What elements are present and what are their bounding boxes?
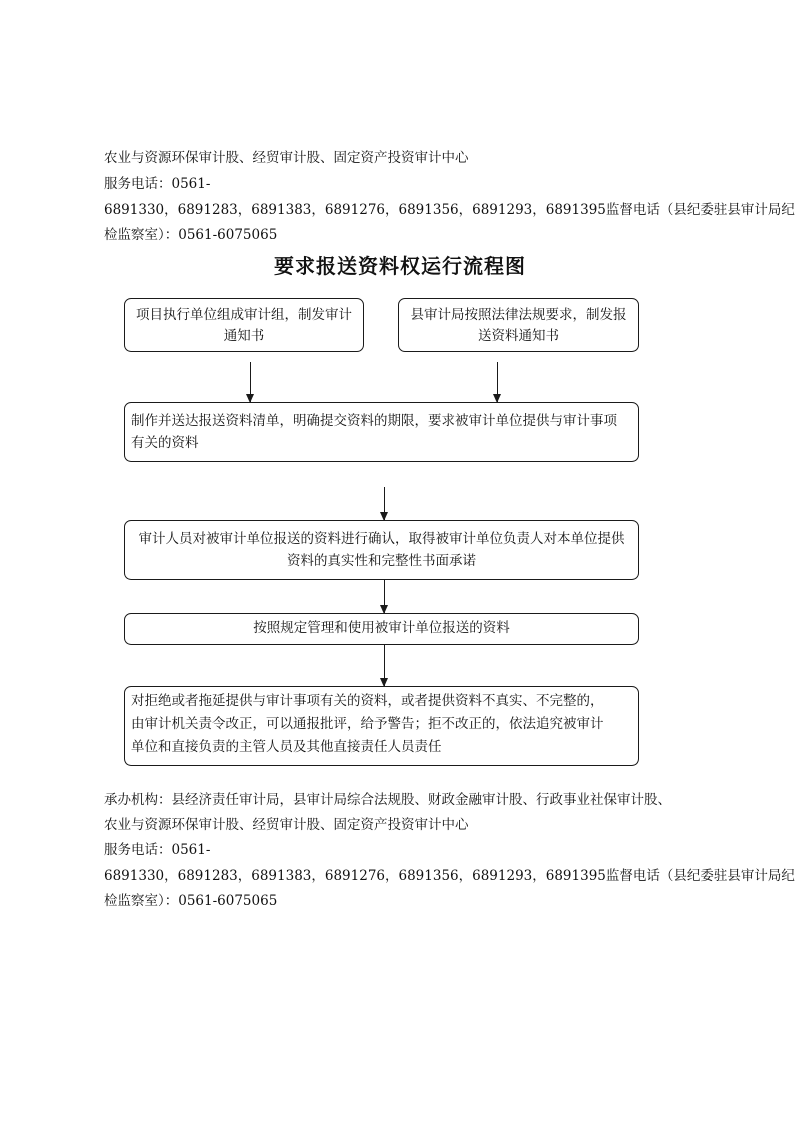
flow-arrow — [384, 580, 385, 613]
page-title: 要求报送资料权运行流程图 — [274, 254, 526, 278]
flow-box-penalty — [124, 686, 639, 766]
footer-text-line-3: 服务电话：0561- — [104, 842, 211, 858]
flow-box-manage-materials — [124, 613, 639, 645]
flow-box-text: 资料的真实性和完整性书面承诺 — [287, 553, 476, 569]
flow-arrow — [497, 362, 498, 402]
flow-arrow — [384, 645, 385, 686]
flow-box-materials-list — [124, 402, 639, 462]
flow-arrow — [250, 362, 251, 402]
flow-box-text: 通知书 — [223, 328, 265, 344]
flow-box-text: 对拒绝或者拖延提供与审计事项有关的资料，或者提供资料不真实、不完整的， — [131, 693, 604, 709]
footer-text-line-1: 承办机构：县经济责任审计局，县审计局综合法规股、财政金融审计股、行政事业社保审计股、 — [104, 792, 671, 808]
flow-box-text: 有关的资料 — [131, 435, 199, 451]
flow-box-text: 由审计机关责令改正，可以通报批评，给予警告；拒不改正的，依法追究被审计 — [131, 716, 604, 732]
flow-box-text: 单位和直接负责的主管人员及其他直接责任人员责任 — [131, 739, 442, 755]
header-text-line-3: 6891330，6891283，6891383，6891276，6891356，6891293，6891395监督电话（县纪委驻县审计局纪 — [104, 202, 795, 218]
flow-box-text: 送资料通知书 — [478, 328, 559, 344]
flow-box-text: 按照规定管理和使用被审计单位报送的资料 — [253, 620, 510, 636]
flow-box-confirm-materials — [124, 520, 639, 580]
flow-box-text: 审计人员对被审计单位报送的资料进行确认，取得被审计单位负责人对本单位提供 — [138, 531, 625, 547]
header-text-line-2: 服务电话：0561- — [104, 176, 211, 192]
flow-box-audit-team — [124, 298, 364, 352]
header-text-line-1: 农业与资源环保审计股、经贸审计股、固定资产投资审计中心 — [104, 150, 469, 166]
footer-text-line-5: 检监察室）：0561-6075065 — [104, 893, 278, 909]
flow-box-text: 制作并送达报送资料清单，明确提交资料的期限，要求被审计单位提供与审计事项 — [131, 413, 617, 429]
flow-box-text: 项目执行单位组成审计组，制发审计 — [136, 307, 352, 323]
flow-arrow — [384, 487, 385, 520]
flow-box-text: 县审计局按照法律法规要求，制发报 — [410, 307, 627, 323]
footer-text-line-4: 6891330，6891283，6891383，6891276，6891356，6891293，6891395监督电话（县纪委驻县审计局纪 — [104, 868, 795, 884]
header-text-line-4: 检监察室）：0561-6075065 — [104, 227, 278, 243]
flow-box-audit-bureau — [398, 298, 639, 352]
footer-text-line-2: 农业与资源环保审计股、经贸审计股、固定资产投资审计中心 — [104, 817, 469, 833]
